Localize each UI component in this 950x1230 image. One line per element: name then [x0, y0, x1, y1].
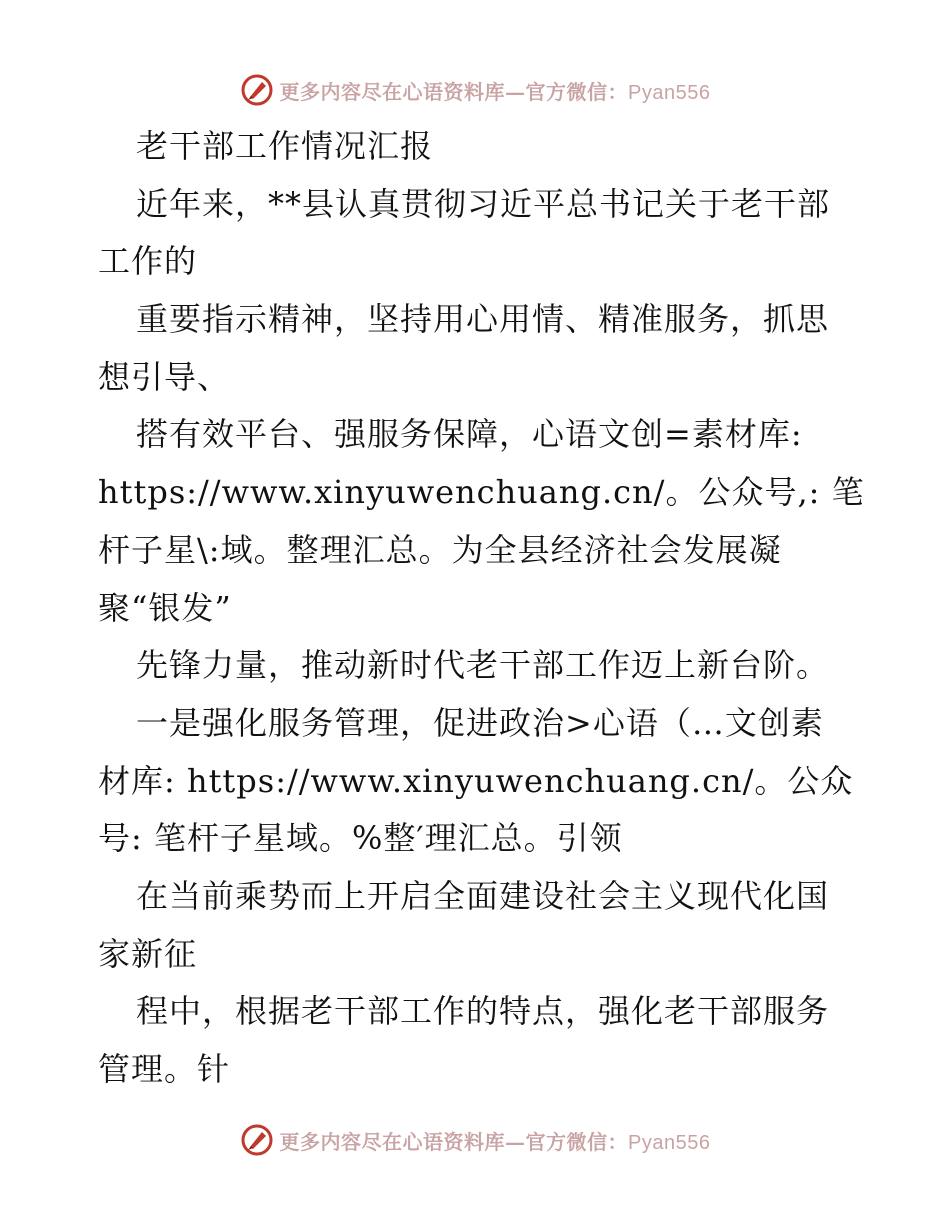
document-line: 聚“银发”	[98, 588, 232, 627]
document-line: 老干部工作情况汇报	[136, 127, 434, 165]
pen-nib-circle-icon	[240, 73, 274, 107]
document-line: 在当前乘势而上开启全面建设社会主义现代化国	[136, 876, 830, 915]
document-body	[98, 118, 865, 1099]
footer-wechat-id: Pyan556	[628, 1131, 711, 1154]
document-line: 管理。针	[98, 1050, 231, 1088]
document-line: 想引导、	[98, 357, 231, 396]
footer-watermark-banner	[0, 1118, 950, 1162]
footer-watermark-text: 更多内容尽在心语资料库—官方微信：Pyan556	[279, 1129, 711, 1154]
document-line: 程中，根据老干部工作的特点，强化老干部服务	[136, 992, 830, 1031]
document-line: 一是强化服务管理，促进政治>心语（…文创素	[136, 703, 824, 742]
document-line: 杆子星\:域。整理汇总。为全县经济社会发展凝	[98, 530, 782, 569]
header-watermark-banner	[0, 68, 950, 112]
document-line: 号: 笔杆子星域。%整′理汇总。引领	[98, 819, 623, 858]
document-line: 重要指示精神，坚持用心用情、精准服务，抓思	[136, 300, 830, 339]
document-line: 材库: https://www.xinyuwenchuang.cn/。公众	[98, 761, 854, 800]
document-line: 先锋力量，推动新时代老干部工作迈上新台阶。	[136, 646, 830, 685]
header-watermark-text: 更多内容尽在心语资料库—官方微信：Pyan556	[279, 79, 711, 104]
header-wechat-id: Pyan556	[628, 81, 711, 104]
document-line: https://www.xinyuwenchuang.cn/。公众号,: 笔	[98, 473, 865, 512]
document-line: 搭有效平台、强服务保障，心语文创=素材库:	[136, 415, 803, 454]
document-line: 工作的	[98, 242, 198, 281]
pen-nib-circle-icon	[240, 1123, 274, 1157]
document-line: 家新征	[98, 934, 198, 973]
document-line: 近年来，**县认真贯彻习近平总书记关于老干部	[136, 184, 831, 223]
